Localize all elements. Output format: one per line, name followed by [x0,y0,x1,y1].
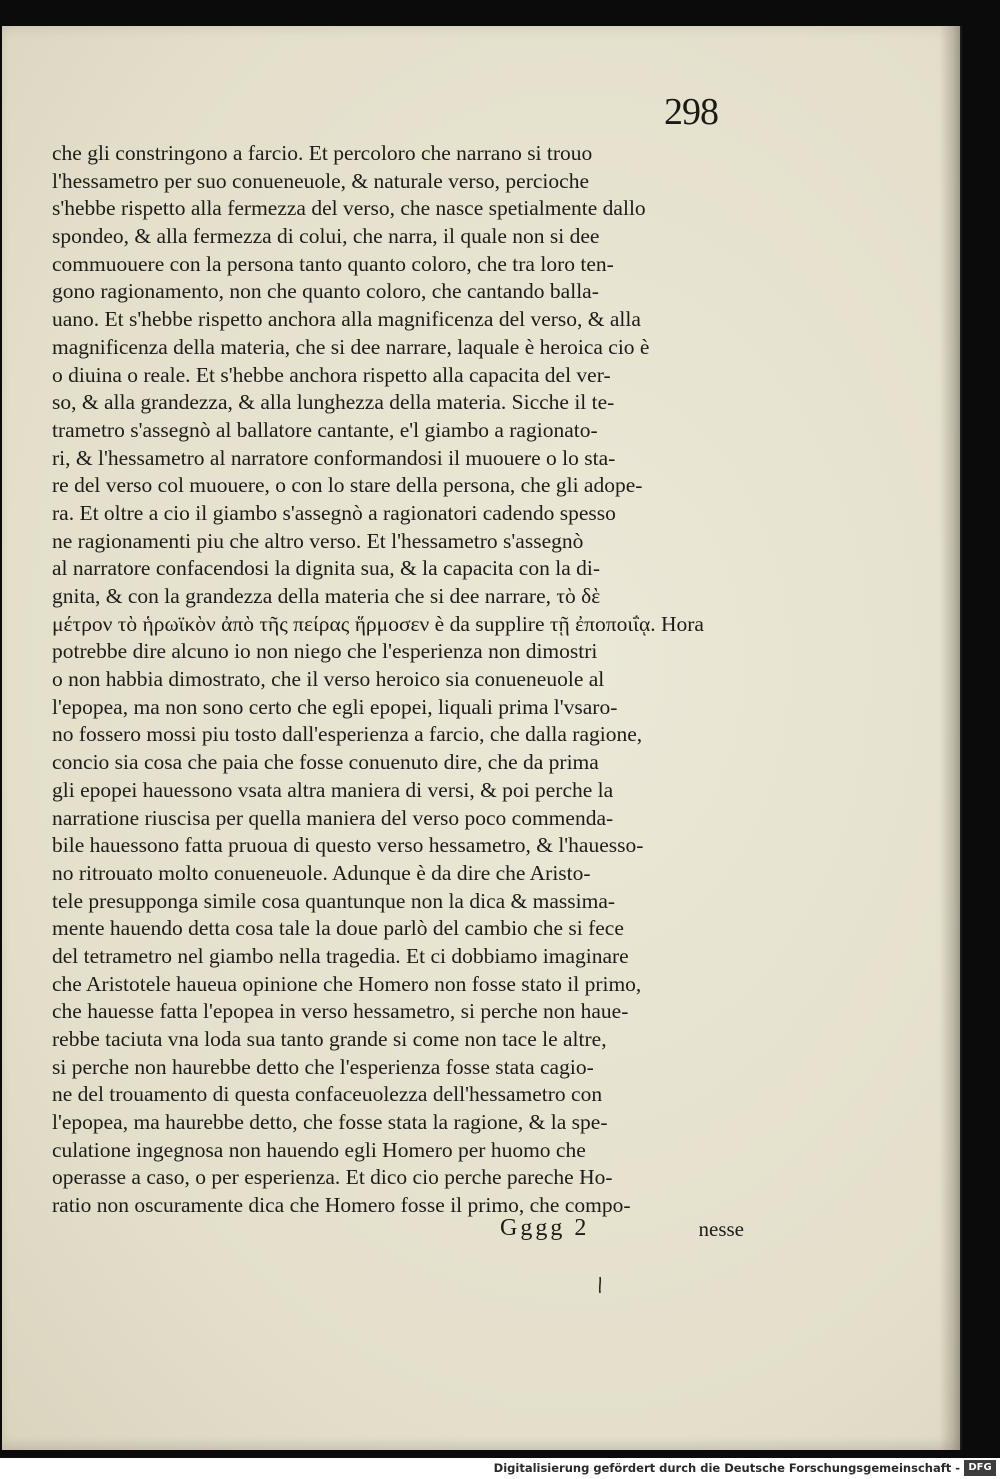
text-line: no fossero mossi piu tosto dall'esperienza a farcio, che dalla ragione, [52,722,643,747]
text-line: l'epopea, ma non sono certo che egli epopei, liquali prima l'vsaro- [52,694,618,719]
text-line: potrebbe dire alcuno io non niego che l'esperienza non dimostri [52,639,598,664]
text-line: ra. Et oltre a cio il giambo s'assegnò a ragionatori cadendo spesso [52,500,616,525]
text-line: al narratore confacendosi la dignita sua, & la capacita con la di- [52,556,600,581]
page-number: 298 [664,91,718,133]
text-line: s'hebbe rispetto alla fermezza del verso, che nasce spetialmente dallo [52,196,646,221]
text-line: mente hauendo detta cosa tale la doue parlò del cambio che si fece [52,916,624,941]
text-line: so, & alla grandezza, & alla lunghezza della materia. Sicche il te- [52,390,615,415]
footer-credit: Digitalisierung gefördert durch die Deutsche Forschungsgemeinschaft - [493,1461,960,1475]
page-edge-shadow [940,26,962,1450]
text-line: spondeo, & alla fermezza di colui, che narra, il quale non si dee [52,224,600,249]
text-line: uano. Et s'hebbe rispetto anchora alla magnificenza del verso, & alla [52,307,641,332]
text-line: che hauesse fatta l'epopea in verso hessametro, si perche non haue- [52,999,629,1024]
text-line: tele presupponga simile cosa quantunque non la dica & massima- [52,888,616,913]
text-line: commuouere con la persona tanto quanto coloro, che tra loro ten- [52,251,614,276]
text-line: rebbe taciuta vna loda sua tanto grande si come non tace le altre, [52,1027,607,1051]
text-line: del tetrametro nel giambo nella tragedia. Et ci dobbiamo imaginare [52,943,629,968]
ink-mark [597,1276,603,1294]
text-line: bile hauessono fatta pruoua di questo verso hessametro, & l'hauesso- [52,833,644,858]
text-line: narratione riuscisa per quella maniera del verso poco commenda- [52,805,614,830]
footer-bar [0,1458,1000,1479]
text-line: ne del trouamento di questa confaceuolezza dell'hessametro con [52,1082,603,1107]
text-line: che gli constringono a farcio. Et percoloro che narrano si trouo [52,141,593,165]
text-line: o non habbia dimostrato, che il verso heroico sia conueneuole al [52,667,605,692]
text-line: ne ragionamenti piu che altro verso. Et l'hessametro s'assegnò [52,528,584,553]
dfg-logo: DFG [964,1460,996,1476]
text-line: gono ragionamento, non che quanto coloro, che cantando balla- [52,279,599,304]
text-line: concio sia cosa che paia che fosse conuenuto dire, che da prima [52,750,599,775]
body-text [52,140,748,1220]
text-line: trametro s'assegnò al ballatore cantante, e'l giambo a ragionato- [52,417,598,442]
text-line: si perche non haurebbe detto che l'esperienza fosse stata cagio- [52,1054,594,1079]
catchword: nesse [698,1217,744,1241]
text-line: culatione ingegnosa non hauendo egli Homero per huomo che [52,1137,586,1162]
text-line: μέτρον τὸ ἡρωϊκὸν ἀπὸ τῆς πείρας ἥρμοσεν è da supplire τῇ ἐποποιΐᾳ. Hora [52,611,704,636]
text-line: re del verso col muouere, o con lo stare della persona, che gli adope- [52,473,643,498]
catchline [500,1215,744,1247]
text-line: no ritrouato molto conueneuole. Adunque è da dire che Aristo- [52,860,591,885]
signature-mark: Gggg 2 [500,1215,590,1241]
text-line: che Aristotele haueua opinione che Homero non fosse stato il primo, [52,971,642,996]
text-line: operasse a caso, o per esperienza. Et dico cio perche pareche Ho- [52,1165,613,1190]
text-line: gli epopei hauessono vsata altra maniera di versi, & poi perche la [52,777,614,802]
text-line: o diuina o reale. Et s'hebbe anchora rispetto alla capacita del ver- [52,362,611,387]
text-line: ratio non oscuramente dica che Homero fosse il primo, che compo- [52,1193,631,1218]
text-line: l'hessametro per suo conueneuole, & naturale verso, percioche [52,168,589,193]
text-line: magnificenza della materia, che si dee narrare, laquale è heroica cio è [52,334,650,359]
text-line: ri, & l'hessametro al narratore conformandosi il muouere o lo sta- [52,445,616,470]
text-line: l'epopea, ma haurebbe detto, che fosse stata la ragione, & la spe- [52,1110,608,1135]
text-line: gnita, & con la grandezza della materia che si dee narrare, τὸ δὲ [52,584,601,608]
